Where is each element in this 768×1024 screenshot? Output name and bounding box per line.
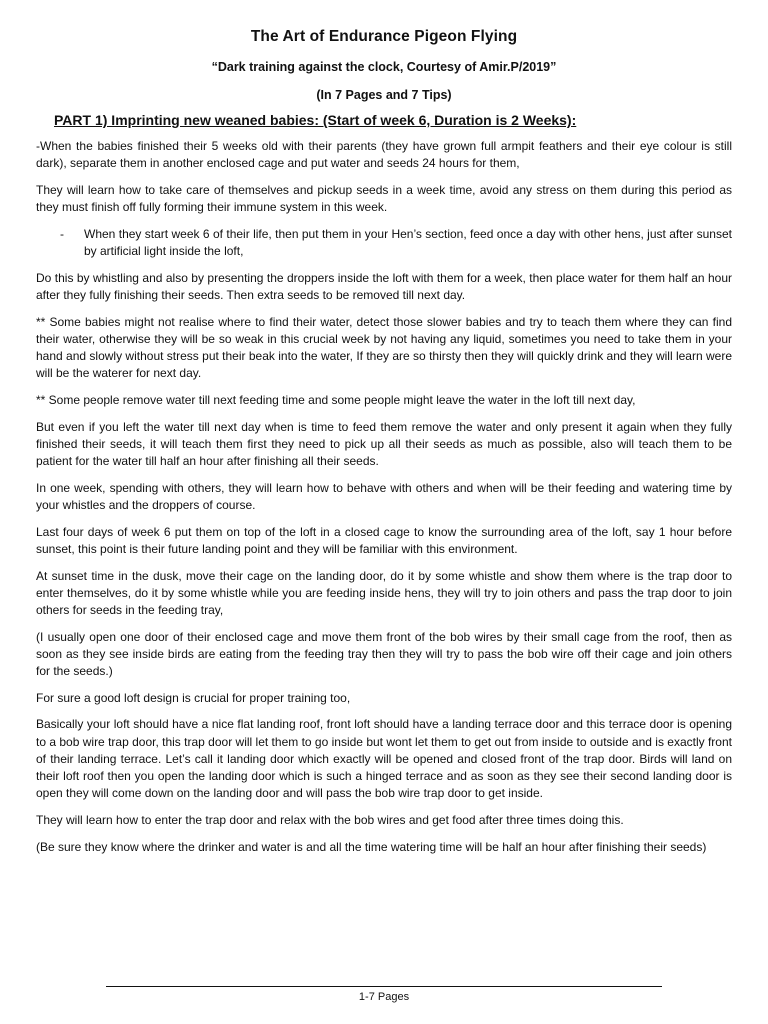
document-subtitle: “Dark training against the clock, Courtesy of Amir.P/2019” — [211, 60, 557, 74]
paragraph: They will learn how to take care of themselves and pickup seeds in a week time, avoid any stress on them during this period as they must finish off fully forming their immune system in this week. — [36, 182, 732, 215]
pages-note: (In 7 Pages and 7 Tips) — [316, 88, 452, 102]
paragraph: At sunset time in the dusk, move their cage on the landing door, do it by some whistle and show them where is the trap door to enter themselves, do it by some whistle while you are feeding inside hens, they will try to join others and pass the trap door to join others for seeds in the feeding tray, — [36, 568, 732, 617]
paragraph: Do this by whistling and also by presenting the droppers inside the loft with them for a week, then place water for them half an hour after they fully finishing their seeds. Then extra seeds to be removed till next day. — [36, 270, 732, 302]
paragraph: But even if you left the water till next day when is time to feed them remove the water and only present it again when they fully finished their seeds, it will teach them first they need to pick up all their seeds as much as possible, also will teach them to be patient for the water till half an hour after finishing all their seeds. — [36, 419, 732, 469]
paragraph: ** Some babies might not realise where to find their water, detect those slower babies and try to teach them where they can find their water, otherwise they will be so weak in this crucial week by not having any liquid, sometimes you need to take them in your hand and slowly without stress put their beak into the water, If they are so thirsty then they will quickly drink and they will learn were will be the waterer for next day. — [36, 314, 732, 381]
paragraph: Basically your loft should have a nice flat landing roof, front loft should have a landing terrace door and this terrace door is opening to a bob wire trap door, this trap door will let them to go inside but wont let them to get out from inside to outside and is exactly front of their landing terrace. Let’s call it landing door which exactly will be opened and closed front of the trap door. Birds will land on their loft roof then you open the landing door which is such a hinged terrace and as soon as they see their second landing door is open they will come down on the landing door and will pass the bob wire trap door to get inside. — [36, 717, 732, 801]
paragraph: (I usually open one door of their enclosed cage and move them front of the bob wires by their small cage from the roof, then as soon as they see inside birds are eating from the feeding tray then they will try to pass the bob wire off their cage and join others for the seeds.) — [36, 629, 732, 679]
part-heading: PART 1) Imprinting new weaned babies: (Start of week 6, Duration is 2 Weeks): — [54, 112, 577, 128]
paragraph: In one week, spending with others, they will learn how to behave with others and when will be their feeding and watering time by your whistles and the droppers of course. — [36, 480, 732, 512]
paragraph: (Be sure they know where the drinker and water is and all the time watering time will be half an hour after finishing their seeds) — [36, 839, 707, 854]
page-footer: 1-7 Pages — [358, 991, 410, 1003]
document-title: The Art of Endurance Pigeon Flying — [250, 28, 518, 45]
footer-divider — [106, 986, 662, 987]
paragraph: They will learn how to enter the trap door and relax with the bob wires and get food after three times doing this. — [36, 813, 624, 827]
paragraph: Last four days of week 6 put them on top of the loft in a closed cage to know the surrounding area of the loft, say 1 hour before sunset, this point is their future landing point and they will be familiar with this environment. — [36, 524, 732, 556]
paragraph: ** Some people remove water till next feeding time and some people might leave the water in the loft till next day, — [36, 392, 636, 407]
bullet-text: When they start week 6 of their life, then put them in your Hen’s section, feed once a day with other hens, just after sunset by artificial light inside the loft, — [84, 226, 732, 259]
bullet-item — [36, 226, 732, 260]
paragraph: For sure a good loft design is crucial for proper training too, — [36, 690, 351, 705]
bullet-mark: - — [60, 226, 64, 241]
paragraph: -When the babies finished their 5 weeks old with their parents (they have grown full armpit feathers and their eye colour is still dark), separate them in another enclosed cage and put water and seeds 24 hours for them, — [36, 139, 732, 171]
